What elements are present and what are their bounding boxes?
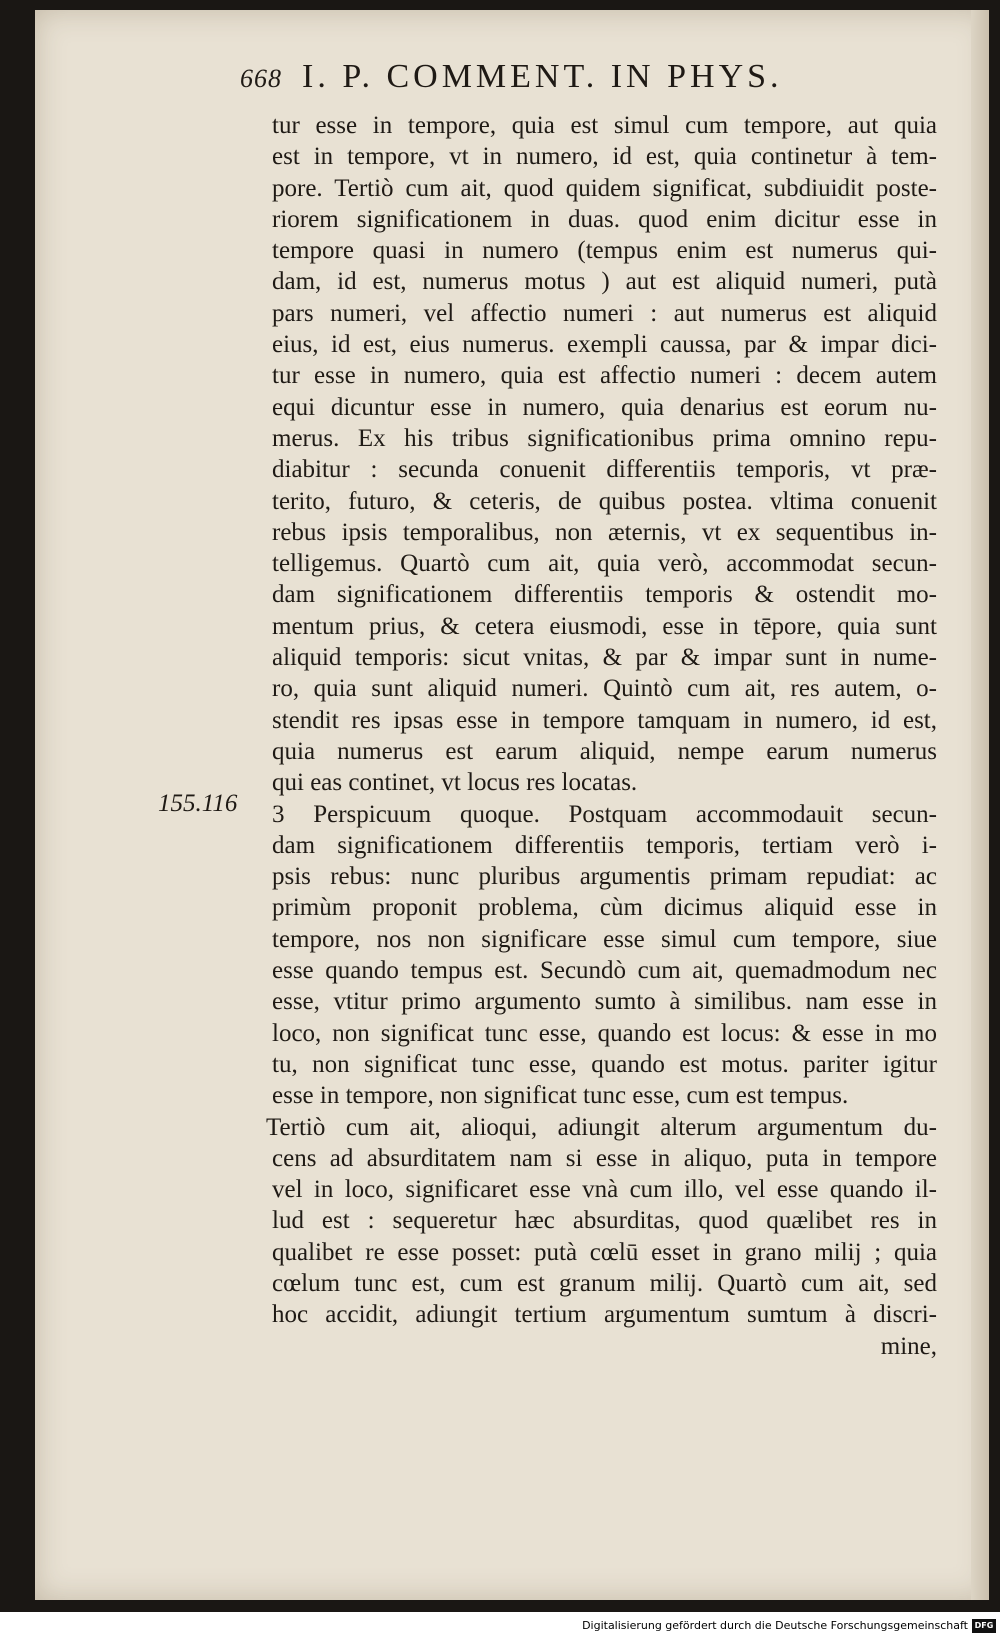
text-line: dam significationem differentiis temporis & ostendit mo- [272,581,937,609]
footer [0,1617,1000,1638]
text-line: aliquid temporis: sicut vnitas, & par & impar sunt in nume- [272,644,937,672]
text-line: 3 Perspicuum quoque. Postquam accommodauit secun- [272,800,937,828]
text-line: rebus ipsis temporalibus, non æternis, vt ex sequentibus in- [272,518,937,546]
text-line: tu, non significat tunc esse, quando est motus. pariter igitur [272,1050,937,1078]
page-edge [971,10,989,1600]
funding-credit: Digitalisierung gefördert durch die Deutsche Forschungsgemeinschaft [582,1619,968,1632]
text-line: qualibet re esse posset: putà cœlū esset in grano milij ; quia [272,1238,937,1266]
text-line: Tertiò cum ait, alioqui, adiungit alterum argumentum du- [266,1113,937,1141]
text-line: psis rebus: nunc pluribus argumentis primam repudiat: ac [272,863,937,891]
text-line: loco, non significat tunc esse, quando est locus: & esse in mo [272,1019,937,1047]
body-text [266,110,937,1362]
text-line: primùm proponit problema, cùm dicimus aliquid esse in [272,894,937,922]
text-line: pore. Tertiò cum ait, quod quidem significat, subdiuidit poste- [272,174,937,202]
text-line: quia numerus est earum aliquid, nempe earum numerus [272,737,937,765]
text-line: cens ad absurditatem nam si esse in aliquo, puta in tempore [272,1144,937,1172]
text-line: tur esse in tempore, quia est simul cum tempore, aut quia [272,112,937,139]
text-line: dam significationem differentiis temporis, tertiam verò i- [272,831,937,859]
text-line: stendit res ipsas esse in tempore tamquam in numero, id est, [272,706,937,734]
text-line: lud est : sequeretur hæc absurditas, quod quælibet res in [272,1207,937,1235]
text-line: telligemus. Quartò cum ait, quia verò, accommodat secun- [272,550,937,578]
text-line: riorem significationem in duas. quod enim dicitur esse in [272,205,937,233]
text-line: merus. Ex his tribus significationibus prima omnino repu- [272,424,937,452]
text-line: esse, vtitur primo argumento sumto à similibus. nam esse in [272,988,937,1016]
text-line: est in tempore, vt in numero, id est, quia continetur à tem- [272,143,937,171]
text-line: esse in tempore, non significat tunc esse, cum est tempus. [272,1082,849,1110]
text-line: tempore, nos non significare esse simul cum tempore, siue [272,925,937,953]
text-line: equi dicuntur esse in numero, quia denarius est eorum nu- [272,393,937,421]
text-line: tur esse in numero, quia est affectio numeri : decem autem [272,362,937,390]
text-line: dam, id est, numerus motus ) aut est aliquid numeri, putà [272,268,937,296]
catchword: mine, [880,1332,937,1360]
text-line: eius, id est, eius numerus. exempli caussa, par & impar dici- [272,331,937,359]
page-number: 668 [240,64,282,93]
text-line: ro, quia sunt aliquid numeri. Quintò cum ait, res autem, o- [272,675,937,703]
running-head-title: I. P. COMMENT. IN PHYS. [302,58,783,95]
text-line: esse quando tempus est. Secundò cum ait, quemadmodum nec [272,957,937,985]
text-line: diabitur : secunda conuenit differentiis temporis, vt præ- [272,456,937,484]
margin-reference: 155.116 [158,790,238,817]
text-line: cœlum tunc est, cum est granum milij. Quartò cum ait, sed [272,1269,937,1297]
text-line: hoc accidit, adiungit tertium argumentum sumtum à discri- [272,1301,937,1329]
text-line: pars numeri, vel affectio numeri : aut numerus est aliquid [272,299,937,327]
text-line: tempore quasi in numero (tempus enim est numerus qui- [272,237,937,265]
running-head [240,58,920,96]
text-line: mentum prius, & cetera eiusmodi, esse in tēpore, quia sunt [272,612,937,640]
dfg-logo: DFG [972,1619,996,1633]
text-line: qui eas continet, vt locus res locatas. [272,769,638,797]
text-line: terito, futuro, & ceteris, de quibus postea. vltima conuenit [272,487,937,515]
text-line: vel in loco, significaret esse vnà cum illo, vel esse quando il- [272,1176,937,1204]
